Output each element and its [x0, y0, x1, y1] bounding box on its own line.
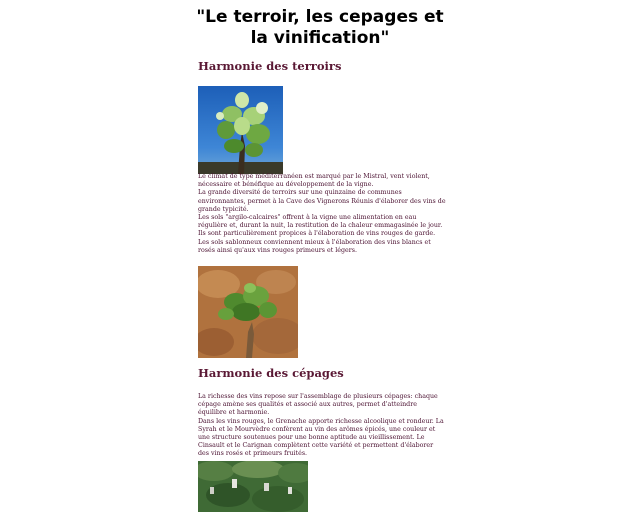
text-line: Les sols "argilo-calcaires" offrent à la vigne une alimentation en eau	[198, 214, 417, 222]
terroirs-paragraph	[198, 173, 450, 255]
text-line: Cinsault et le Carignan complètent cette variété et permettent d'élaborer	[198, 442, 434, 450]
text-line: grande typicité.	[198, 205, 249, 213]
text-line: Les sols sablonneux conviennent mieux à l'élaboration des vins blancs et	[198, 238, 431, 246]
text-line: équilibre et harmonie.	[198, 409, 270, 417]
text-line: cépage amène ses qualités et associé aux autres, permet d'atteindre	[198, 401, 417, 409]
text-line: Le climat de type méditerranéen est marqué par le Mistral, vent violent,	[198, 173, 430, 180]
page-title	[0, 7, 640, 49]
text-line: Ils sont particulièrement propices à l'élaboration de vins rouges de garde.	[198, 230, 436, 238]
text-line: régulière et, durant la nuit, la restitution de la chaleur emmagasinée le jour.	[198, 222, 443, 230]
section-heading-cepages: Harmonie des cépages	[198, 366, 344, 380]
text-line: des vins rosés et primeurs fruités.	[198, 450, 308, 458]
text-line: environnantes, permet à la Cave des Vignerons Réunis d'élaborer des vins de	[198, 197, 446, 205]
vine-soil-photo	[198, 266, 298, 358]
section-heading-terroirs: Harmonie des terroirs	[198, 59, 342, 73]
page-title-line-1: "Le terroir, les cepages et	[196, 7, 444, 27]
text-line: La grande diversité de terroirs sur une quinzaine de communes	[198, 189, 402, 197]
text-line: nécessaire et bénéfique au développement de la vigne.	[198, 181, 374, 189]
cepages-paragraph	[198, 393, 450, 459]
vineyard-pickers-photo	[198, 461, 308, 512]
text-line: Dans les vins rouges, le Grenache apporte richesse alcoolique et rondeur. La	[198, 417, 444, 425]
text-line: rosés ainsi qu'aux vins rouges primeurs et légers.	[198, 246, 357, 254]
text-line: une structure soutenues pour une bonne aptitude au vieillissement. Le	[198, 434, 425, 442]
vine-sky-photo	[198, 86, 283, 174]
text-line: La richesse des vins repose sur l'assemblage de plusieurs cépages: chaque	[198, 393, 438, 400]
page-title-line-2: la vinification"	[250, 28, 390, 48]
text-line: Syrah et le Mourvèdre confèrent au vin des arômes épicés, une couleur et	[198, 425, 436, 433]
